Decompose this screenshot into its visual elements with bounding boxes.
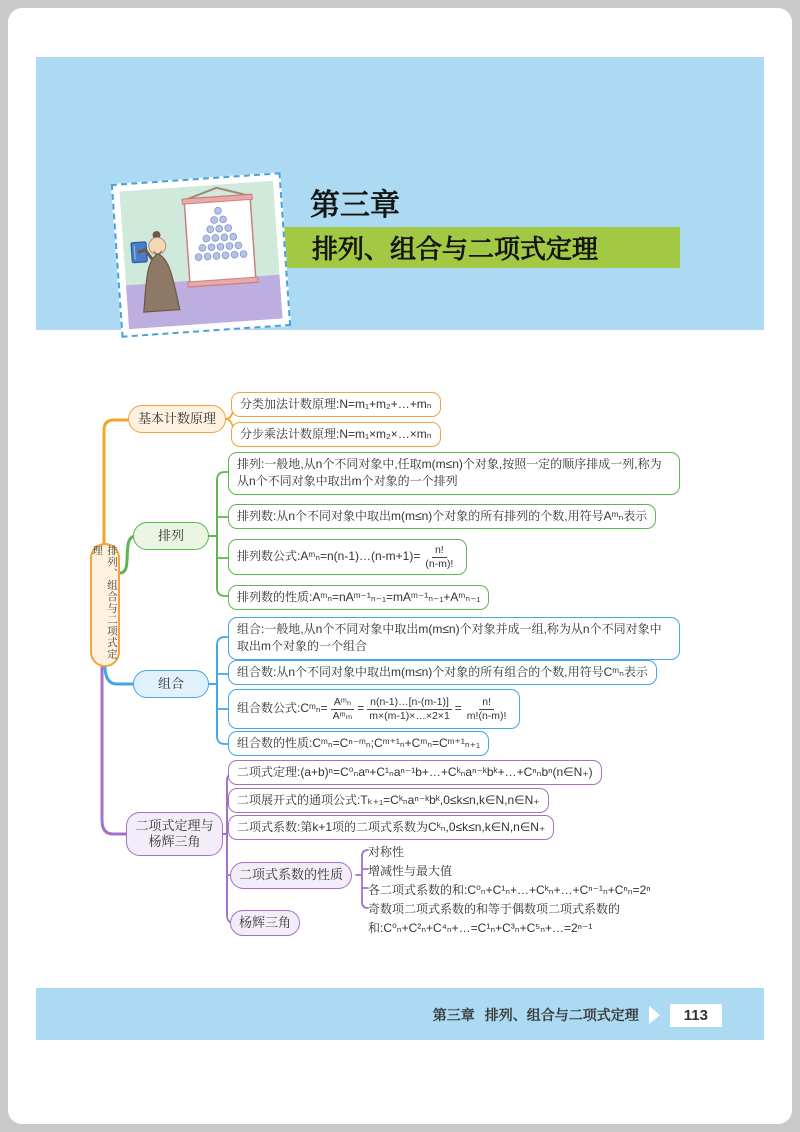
leaf-permutation-formula	[228, 539, 467, 575]
leaf-combination-number: 组合数:从n个不同对象中取出m(m≤n)个对象的所有组合的个数,用符号Cᵐₙ表示	[228, 660, 657, 685]
formula-prefix: 组合数公式:Cᵐₙ=	[237, 701, 328, 716]
leaf-binomial-coefficient: 二项式系数:第k+1项的二项式系数为Cᵏₙ,0≤k≤n,k∈N,n∈N₊	[228, 815, 554, 840]
page-number: 113	[670, 1004, 722, 1027]
fraction	[422, 544, 456, 569]
fraction-1	[330, 696, 356, 721]
formula-prefix: 排列数公式:Aᵐₙ=n(n-1)…(n-m+1)=	[237, 549, 421, 564]
fraction-numerator: n(n-1)…[n-(m-1)]	[367, 696, 452, 709]
node-yang-hui-triangle: 杨辉三角	[230, 910, 300, 936]
chapter-title: 排列、组合与二项式定理	[312, 234, 599, 264]
footer-chapter-number: 第三章	[432, 1007, 475, 1023]
branch-node-permutation: 排列	[133, 522, 209, 550]
chapter-illustration-card	[111, 172, 291, 337]
leaf-permutation-number: 排列数:从n个不同对象中取出m(m≤n)个对象的所有排列的个数,用符号Aᵐₙ表示	[228, 504, 656, 529]
chapter-number: 第三章	[310, 189, 400, 222]
node-coefficient-properties: 二项式系数的性质	[230, 862, 352, 889]
fraction-denominator: (n-m)!	[425, 557, 454, 570]
leaf-combination-formula	[228, 689, 520, 729]
fraction-numerator: n!	[432, 544, 447, 557]
leaf-permutation-definition: 排列:一般地,从n个不同对象中,任取m(m≤n)个对象,按照一定的顺序排成一列,称为从n个不同对象中取出m个对象的一个排列	[228, 452, 680, 495]
fraction-denominator: m!(n-m)!	[466, 709, 507, 722]
chapter-title-bar	[272, 227, 680, 268]
property-monotonicity-max: 增减性与最大值	[368, 864, 453, 878]
property-odd-even-sum: 奇数项二项式系数的和等于偶数项二项式系数的和:C⁰ₙ+C²ₙ+C⁴ₙ+…=C¹ₙ+C³ₙ+C⁵ₙ+…=2ⁿ⁻¹	[368, 902, 621, 935]
fraction-numerator: n!	[479, 696, 494, 709]
leaf-binomial-theorem: 二项式定理:(a+b)ⁿ=C⁰ₙaⁿ+C¹ₙaⁿ⁻¹b+…+Cᵏₙaⁿ⁻ᵏbᵏ+…+Cⁿₙbⁿ(n∈N₊)	[228, 760, 602, 785]
property-sum-of-coefficients: 各二项式系数的和:C⁰ₙ+C¹ₙ+…+Cᵏₙ+…+Cⁿ⁻¹ₙ+Cⁿₙ=2ⁿ	[368, 883, 651, 897]
leaf-combination-properties: 组合数的性质:Cᵐₙ=Cⁿ⁻ᵐₙ;Cᵐ⁺¹ₙ+Cᵐₙ=Cᵐ⁺¹ₙ₊₁	[228, 731, 489, 756]
fraction-denominator: Aᵐₘ	[332, 709, 353, 722]
footer-chapter-title: 排列、组合与二项式定理	[484, 1007, 639, 1023]
fraction-3	[464, 696, 510, 721]
fraction-2	[366, 696, 453, 721]
leaf-addition-principle: 分类加法计数原理:N=m₁+m₂+…+mₙ	[231, 392, 441, 417]
leaf-multiplication-principle: 分步乘法计数原理:N=m₁×m₂×…×mₙ	[231, 422, 441, 447]
equals-sign: =	[454, 701, 462, 716]
equals-sign: =	[357, 701, 365, 716]
leaf-permutation-properties: 排列数的性质:Aᵐₙ=nAᵐ⁻¹ₙ₋₁=mAᵐ⁻¹ₙ₋₁+Aᵐₙ₋₁	[228, 585, 489, 610]
footer	[433, 1001, 722, 1029]
property-symmetry: 对称性	[368, 845, 405, 859]
yang-hui-triangle-illustration	[119, 181, 282, 329]
leaf-combination-definition: 组合:一般地,从n个不同对象中取出m(m≤n)个对象并成一组,称为从n个不同对象中取出m个对象的一个组合	[228, 617, 680, 660]
fraction-numerator: Aᵐₙ	[331, 696, 354, 709]
branch-node-combination: 组合	[133, 670, 209, 698]
mindmap-root: 排列、组合与二项式定理	[90, 543, 120, 667]
fraction-denominator: m×(m-1)×…×2×1	[369, 709, 450, 722]
branch-node-counting-principles: 基本计数原理	[128, 405, 226, 433]
chevron-right-icon	[649, 1006, 660, 1024]
leaf-general-term-formula: 二项展开式的通项公式:Tₖ₊₁=Cᵏₙaⁿ⁻ᵏbᵏ,0≤k≤n,k∈N,n∈N₊	[228, 788, 549, 813]
branch-node-binomial: 二项式定理与杨辉三角	[126, 812, 223, 856]
